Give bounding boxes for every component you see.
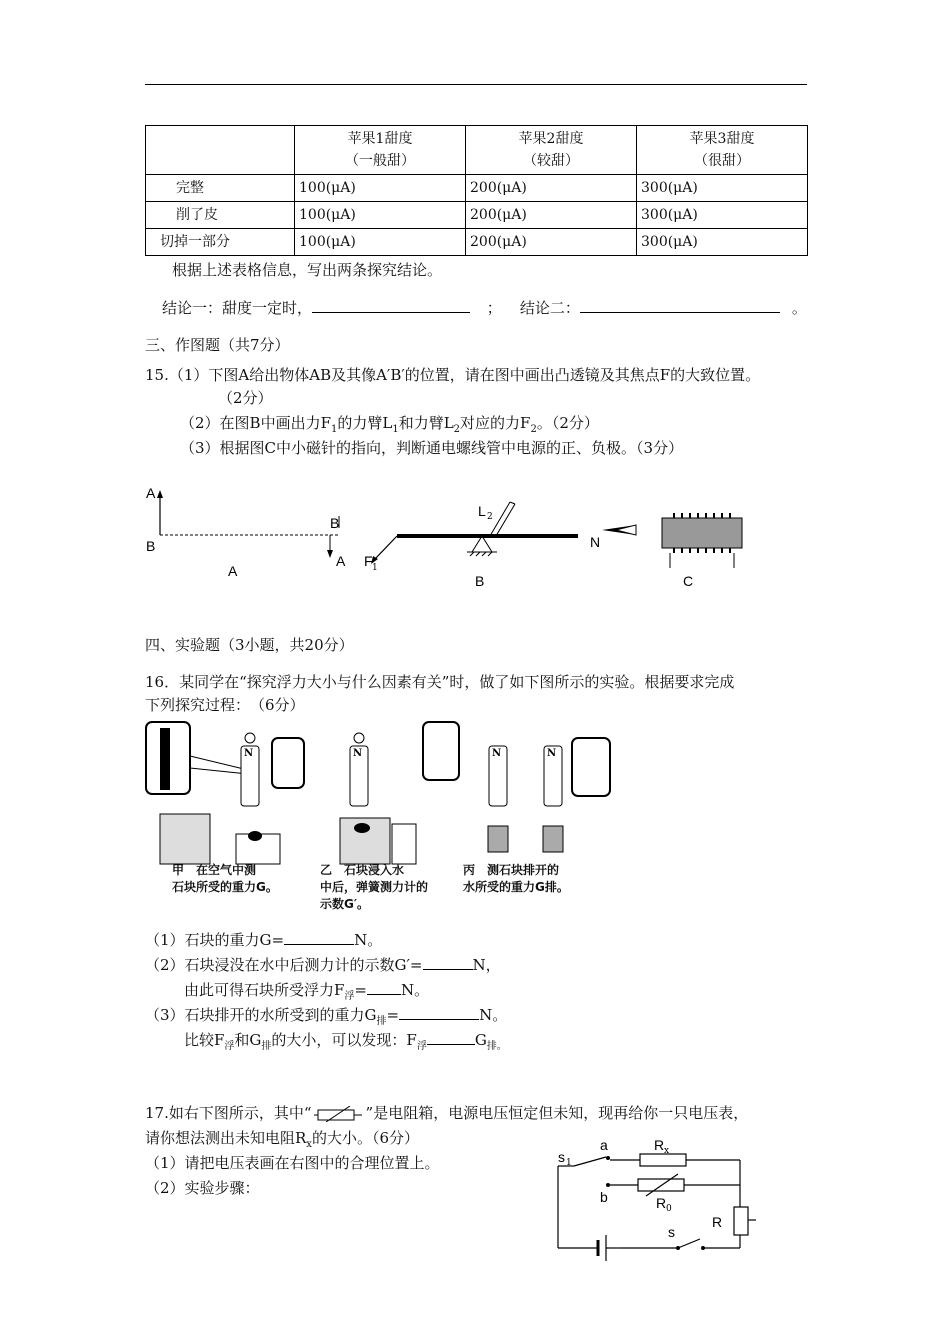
label-B: B [146,538,156,554]
svg-text:N: N [547,748,557,759]
table-header-apple3: 苹果3甜度 （很甜） [637,126,808,175]
resistance-box-symbol [312,1106,366,1122]
q15-part1: 15.（1）下图A给出物体AB及其像A′B′的位置，请在图中画出凸透镜及其焦点F的大致位置。 [145,366,761,384]
table-header-empty [146,126,295,175]
section4-title: 四、实验题（3小题，共20分） [145,636,354,654]
answer-blank[interactable] [399,1005,479,1020]
q16-sub3: （3）石块排开的水所受到的重力$G_排= N$。 [145,1006,508,1027]
svg-text:1: 1 [372,563,378,573]
q15-part3: （3）根据图C中小磁针的指向，判断通电螺线管中电源的正、负极。（3分） [180,439,684,457]
answer-blank[interactable] [312,298,470,313]
label-B-prime: B [330,515,340,531]
table-header-apple2: 苹果2甜度 （较甜） [466,126,637,175]
label-s1: s [558,1149,565,1165]
q14-instruction: 根据上述表格信息，写出两条探究结论。 [172,261,443,279]
q17-line2: 请你想法测出未知电阻$R_x$的大小。（6分） [145,1129,419,1150]
figure-a [146,485,346,579]
caption-C: C [683,573,694,589]
caption-yi: 乙 石块浸入水 中后，弹簧测力计的 示数G′。 [320,863,429,911]
table-header-apple1: 苹果1甜度 （一般甜） [295,126,466,175]
q17-sub2: （2）实验步骤： [145,1179,260,1197]
figure-c [590,513,742,589]
label-N: N [244,748,254,759]
spring-scale-yi [272,733,416,864]
label-F1: F [364,553,373,569]
svg-text:N: N [492,748,502,759]
spring-scale-jia [146,722,280,864]
q16-line1: 16．某同学在“探究浮力大小与什么因素有关”时，做了如下图所示的实验。根据要求完成 [145,673,735,691]
q16-sub1: （1）石块的重力G= N。 [145,931,383,949]
q16-sub2: （2）石块浸没在水中后测力计的示数G′= N， [145,956,501,974]
q17-sub1: （1）请把电压表画在右图中的合理位置上。 [145,1154,440,1172]
answer-blank[interactable] [367,980,401,995]
q17-line1: 17.如右下图所示，其中“ ”是电阻箱，电源电压恒定但未知，现再给你一只电压表， [145,1104,749,1122]
caption-bing: 丙 测石块排开的 水所受的重力G排。 [463,863,569,894]
svg-text:2: 2 [487,512,493,522]
answer-blank[interactable] [284,930,354,945]
q15-part2: （2）在图B中画出力$F_1$的力臂$L_1$和力臂$L_2$对应的力$F_2$。（2分） [180,414,599,435]
answer-blank[interactable] [580,298,780,313]
answer-blank[interactable] [427,1030,475,1045]
label-Rx: R [654,1137,665,1153]
caption-B: B [475,573,485,589]
label-R0: R [656,1195,667,1211]
header-rule [145,84,807,85]
label-L2: L [478,503,486,519]
svg-text:x: x [664,1146,670,1156]
svg-text:N: N [353,748,363,759]
label-A: A [146,485,156,501]
buoyancy-figure [140,716,620,866]
q16-sub3-cont: 比较$F_浮$和$G_排$的大小，可以发现：$F_浮$ $G_{排。}$ [184,1031,507,1052]
spring-scale-bing [423,722,610,852]
answer-blank[interactable] [423,955,473,970]
table-row: 完整 100(μA) 200(μA) 300(μA) [146,175,808,202]
table-row: 削了皮 100(μA) 200(μA) 300(μA) [146,202,808,229]
figure-b [364,502,578,589]
caption-A: A [228,563,238,579]
caption-jia: 甲 在空气中测 石块所受的重力G。 [172,863,278,894]
label-A-prime: A [336,553,346,569]
label-b: b [600,1189,608,1205]
label-a: a [600,1137,608,1153]
sweetness-table [145,125,808,256]
label-R: R [712,1214,723,1230]
label-switch-s: s [668,1224,675,1240]
q16-sub2-cont: 由此可得石块所受浮力$F_浮= N$。 [184,981,430,1002]
section3-title: 三、作图题（共7分） [145,336,290,354]
table-row: 切掉一部分 100(μA) 200(μA) 300(μA) [146,229,808,256]
svg-text:1: 1 [566,1158,572,1168]
q14-conclusions: 结论一：甜度一定时， ； 结论二： 。 [162,299,807,317]
q16-line2: 下列探究过程： （6分） [145,696,305,714]
circuit-diagram [550,1136,780,1262]
q15-part1-score: （2分） [218,389,273,407]
label-N: N [590,534,601,550]
figure-abc [140,478,760,598]
svg-text:0: 0 [666,1204,672,1214]
